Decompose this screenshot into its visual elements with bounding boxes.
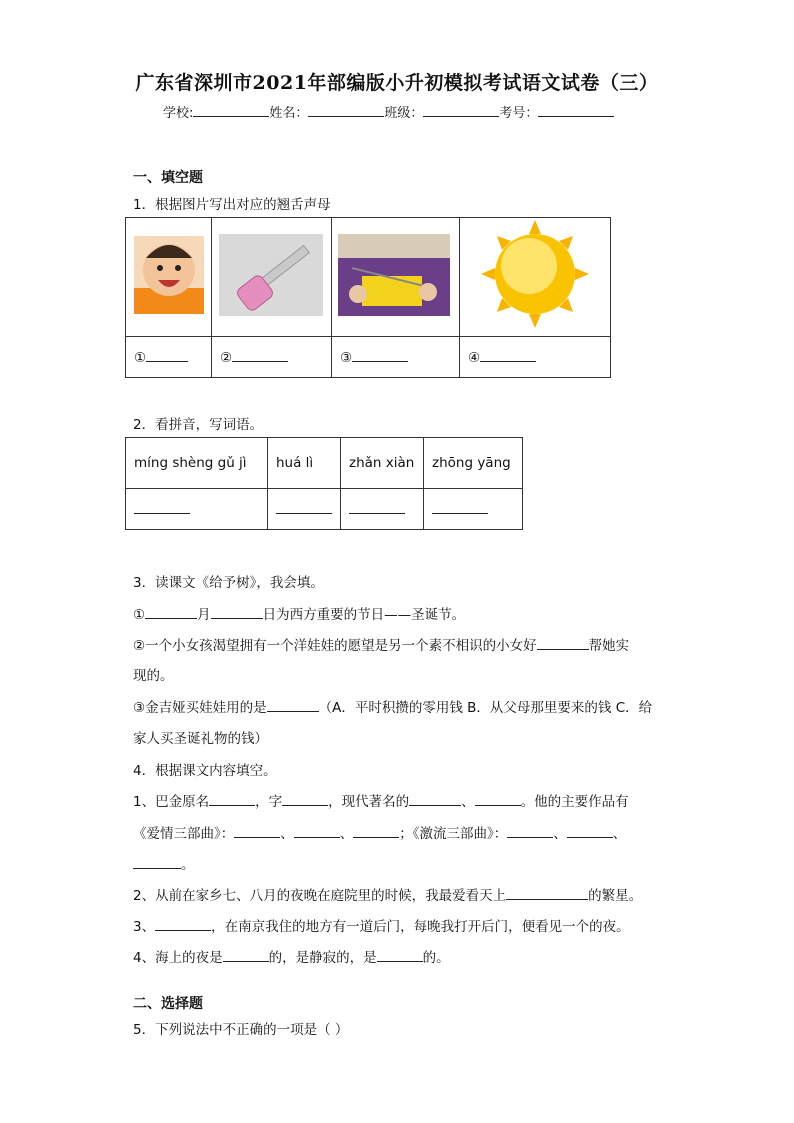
question-4-line-6 <box>133 946 450 966</box>
q4-blank-7[interactable] <box>353 825 399 838</box>
class-label: 班级： <box>384 106 424 121</box>
q4-blank-2[interactable] <box>282 793 328 806</box>
exam-title: 广东省深圳市2021年部编版小升初模拟考试语文试卷（三） <box>135 72 659 94</box>
q4-blank-11[interactable] <box>506 887 588 900</box>
q4-l2-f: 、 <box>612 826 627 842</box>
question-4-text: 4．根据课文内容填空。 <box>133 763 277 779</box>
q4-l2-a: 《爱情三部曲》： <box>133 826 235 842</box>
q4-blank-14[interactable] <box>377 949 423 962</box>
pinyin-cell-1: míng shèng gǔ jì <box>126 438 268 489</box>
q4-blank-13[interactable] <box>223 949 269 962</box>
question-4-line-1 <box>133 790 629 810</box>
q4-blank-5[interactable] <box>234 825 280 838</box>
q4-blank-4[interactable] <box>475 793 521 806</box>
q4-l4-a: 2、从前在家乡七、八月的夜晚在庭院里的时候，我最爱看天上 <box>133 888 507 904</box>
answer-label-3: ③ <box>340 349 353 366</box>
sun-image <box>460 218 610 332</box>
question-3-line-2 <box>133 634 629 654</box>
pinyin-cell-3: zhǎn xiàn <box>341 438 424 489</box>
question-3-line-3 <box>133 696 652 716</box>
class-blank[interactable] <box>423 104 499 117</box>
picture-cell-1 <box>126 218 212 337</box>
q4-blank-1[interactable] <box>209 793 255 806</box>
q4-l6-c: 的。 <box>422 950 450 966</box>
q4-blank-3[interactable] <box>409 793 461 806</box>
question-4-line-5 <box>133 915 630 935</box>
pinyin-cell-2: huá lì <box>268 438 341 489</box>
q3-l1-c: 日为西方重要的节日——圣诞节。 <box>262 607 466 623</box>
q4-l2-b: 、 <box>280 826 294 842</box>
q4-l1-c: ，现代著名的 <box>328 794 410 810</box>
q3-blank-month[interactable] <box>145 606 197 619</box>
question-3-line-3b: 家人买圣诞礼物的钱） <box>133 731 268 747</box>
question-3-line-1 <box>133 603 465 623</box>
key-image <box>212 218 331 332</box>
q4-blank-10[interactable] <box>133 856 181 869</box>
name-label: 姓名： <box>269 106 309 121</box>
q4-l2-d: ；《激流三部曲》： <box>399 826 508 842</box>
q4-l4-b: 的繁星。 <box>588 888 643 904</box>
student-info-line <box>163 102 614 121</box>
q4-l5-b: ，在南京我住的地方有一道后门，每晚我打开后门，便看见一个的夜。 <box>211 919 630 935</box>
question-3-line-2b: 现的。 <box>133 668 174 684</box>
q4-l2-e: 、 <box>553 826 567 842</box>
q4-l6-b: 的，是静寂的，是 <box>268 950 377 966</box>
answer-cell-1[interactable] <box>126 337 212 378</box>
answer-label-1: ① <box>134 349 147 366</box>
answer-cell-4[interactable] <box>460 337 611 378</box>
q3-blank-choice[interactable] <box>267 699 319 712</box>
q4-l2-c: 、 <box>339 826 354 842</box>
question-4-line-2 <box>133 822 626 842</box>
q4-blank-8[interactable] <box>507 825 553 838</box>
q4-l3-a: 。 <box>181 857 195 873</box>
q4-blank-6[interactable] <box>294 825 340 838</box>
q4-l6-a: 4、海上的夜是 <box>133 950 223 966</box>
exam-no-label: 考号： <box>499 106 539 121</box>
question-1-text: 1．根据图片写出对应的翘舌声母 <box>133 197 331 213</box>
word-answer-3[interactable] <box>341 489 424 530</box>
q4-blank-12[interactable] <box>155 918 211 931</box>
knitting-image <box>332 218 459 332</box>
answer-cell-3[interactable] <box>332 337 460 378</box>
q3-blank-day[interactable] <box>211 606 263 619</box>
q3-l3-a: ③金吉娅买娃娃用的是 <box>133 700 267 716</box>
pinyin-cell-4: zhōng yāng <box>424 438 523 489</box>
q3-l3-b: （A．平时积攒的零用钱 B．从父母那里要来的钱 C．给 <box>318 700 653 716</box>
q3-l2-b: 帮她实 <box>588 638 630 654</box>
answer-cell-2[interactable] <box>212 337 332 378</box>
q4-l1-e: 。他的主要作品有 <box>520 794 629 810</box>
q4-l5-a: 3、 <box>133 919 156 935</box>
q3-blank-person[interactable] <box>537 637 589 650</box>
exam-no-blank[interactable] <box>538 104 614 117</box>
picture-table <box>125 217 611 378</box>
q3-l2-a: ②一个小女孩渴望拥有一个洋娃娃的愿望是另一个素不相识的小女好 <box>133 638 537 654</box>
question-2-text: 2．看拼音，写词语。 <box>133 417 264 433</box>
answer-label-4: ④ <box>468 349 481 366</box>
picture-cell-3 <box>332 218 460 337</box>
word-answer-4[interactable] <box>424 489 523 530</box>
question-4-line-4 <box>133 884 642 904</box>
q4-l1-a: 1、巴金原名 <box>133 794 210 810</box>
answer-label-2: ② <box>220 349 233 366</box>
word-answer-2[interactable] <box>268 489 341 530</box>
word-answer-1[interactable] <box>126 489 268 530</box>
question-4-line-3 <box>133 853 195 873</box>
section-heading-fill-in: 一、填空题 <box>133 170 203 186</box>
school-label: 学校: <box>163 106 194 121</box>
q4-blank-9[interactable] <box>567 825 613 838</box>
picture-cell-4 <box>460 218 611 337</box>
picture-cell-2 <box>212 218 332 337</box>
school-blank[interactable] <box>193 104 269 117</box>
pinyin-table <box>125 437 523 530</box>
q4-l1-d: 、 <box>461 794 475 810</box>
question-5-text: 5．下列说法中不正确的一项是（ ） <box>133 1022 349 1038</box>
baby-image <box>126 218 211 332</box>
name-blank[interactable] <box>308 104 384 117</box>
q4-l1-b: ，字 <box>255 794 283 810</box>
q3-l1-a: ① <box>133 607 146 623</box>
question-3-text: 3．读课文《给予树》，我会填。 <box>133 575 324 591</box>
q3-l1-b: 月 <box>197 607 211 623</box>
section-heading-choice: 二、选择题 <box>133 996 203 1012</box>
